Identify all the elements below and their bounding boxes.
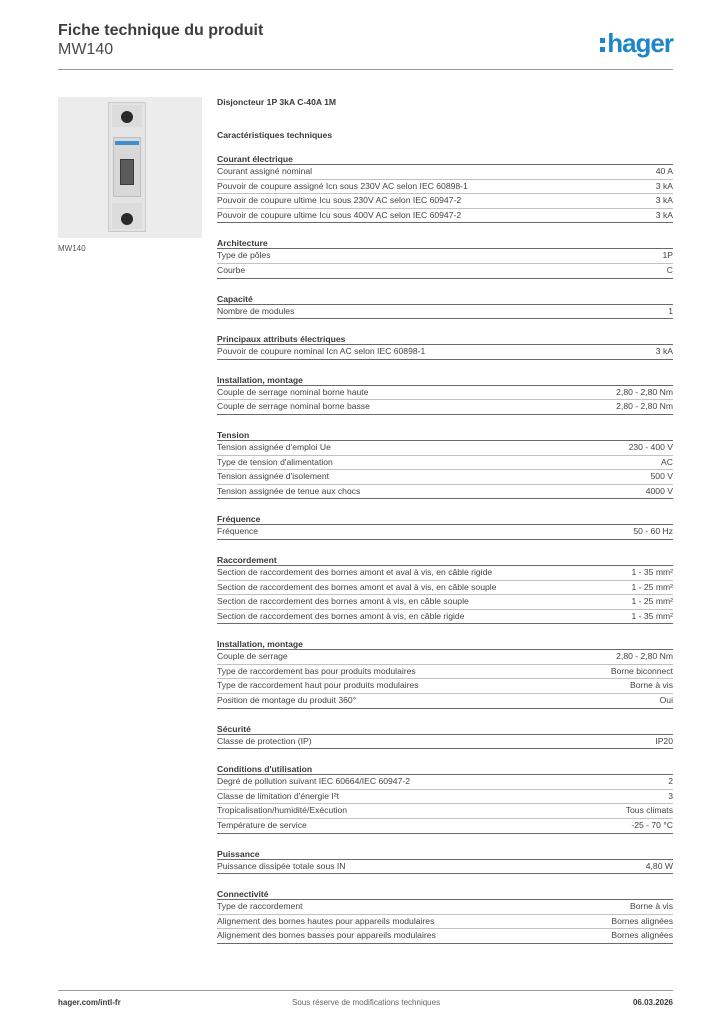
spec-row — [217, 485, 673, 500]
product-image — [58, 97, 202, 238]
spec-value: Borne à vis — [630, 680, 673, 691]
section-title: Capacité — [217, 293, 673, 305]
spec-label: Courant assigné nominal — [217, 166, 313, 176]
footer-divider — [58, 990, 673, 991]
spec-value: 2 — [668, 776, 673, 787]
spec-value: Borne à vis — [630, 901, 673, 912]
spec-row — [217, 915, 673, 930]
spec-label: Tension assignée d'isolement — [217, 471, 329, 482]
spec-row — [217, 650, 673, 665]
spec-label: Alignement des bornes hautes pour appareils modulaires — [217, 915, 435, 926]
specs-sections — [217, 153, 673, 944]
section-title: Installation, montage — [217, 638, 673, 650]
spec-row — [217, 595, 673, 610]
section-title: Architecture — [217, 237, 673, 249]
spec-label: Classe de limitation d'énergie I²t — [217, 790, 340, 801]
spec-label: Courbe — [217, 264, 246, 275]
spec-value: Tous climats — [625, 805, 673, 816]
spec-row — [217, 581, 673, 596]
spec-row — [217, 264, 673, 279]
spec-value: 4,80 W — [645, 860, 673, 871]
spec-row — [217, 610, 673, 625]
spec-row — [217, 305, 673, 320]
spec-label: Couple de serrage nominal borne haute — [217, 386, 369, 397]
product-name: Disjoncteur 1P 3kA C-40A 1M — [217, 97, 337, 107]
spec-section — [217, 429, 673, 499]
spec-row — [217, 400, 673, 415]
spec-label: Type de raccordement — [217, 901, 303, 912]
spec-row — [217, 804, 673, 819]
spec-row — [217, 790, 673, 805]
spec-value: 1 - 25 mm² — [631, 581, 673, 592]
spec-value: 4000 V — [645, 485, 673, 496]
spec-section — [217, 554, 673, 624]
spec-section — [217, 763, 673, 833]
section-title: Sécurité — [217, 723, 673, 735]
spec-value: AC — [661, 456, 673, 467]
footer-date: 06.03.2026 — [632, 998, 673, 1007]
spec-row — [217, 679, 673, 694]
spec-value: Oui — [659, 695, 673, 706]
spec-value: C — [666, 264, 673, 275]
spec-row — [217, 694, 673, 709]
spec-label: Tropicalisation/humidité/Exécution — [217, 805, 348, 816]
spec-row — [217, 249, 673, 264]
section-title: Raccordement — [217, 554, 673, 566]
logo-text: hager — [607, 28, 673, 58]
spec-label: Tension assignée d'emploi Ue — [217, 441, 331, 452]
spec-value: 1 — [668, 305, 673, 316]
spec-label: Fréquence — [217, 526, 259, 537]
spec-row — [217, 165, 673, 180]
spec-label: Pouvoir de coupure assigné Icn sous 230V AC selon IEC 60898-1 — [217, 180, 468, 191]
spec-value: 2,80 - 2,80 Nm — [616, 651, 673, 662]
spec-label: Nombre de modules — [217, 305, 295, 316]
spec-row — [217, 929, 673, 944]
spec-value: 3 kA — [655, 346, 673, 357]
spec-label: Température de service — [217, 820, 307, 831]
page-header — [58, 22, 673, 70]
spec-value: 2,80 - 2,80 Nm — [616, 386, 673, 397]
bottom-screw-icon — [121, 213, 133, 225]
spec-label: Section de raccordement des bornes amont à vis, en câble rigide — [217, 610, 465, 621]
product-reference: MW140 — [58, 41, 114, 58]
spec-row — [217, 209, 673, 224]
spec-section — [217, 153, 673, 223]
spec-row — [217, 860, 673, 875]
section-title: Conditions d'utilisation — [217, 763, 673, 775]
spec-value: IP20 — [655, 735, 673, 746]
toggle-lever — [120, 159, 134, 185]
spec-row — [217, 386, 673, 401]
section-title: Connectivité — [217, 888, 673, 900]
spec-label: Pouvoir de coupure ultime Icu sous 230V AC selon IEC 60947-2 — [217, 195, 462, 206]
spec-section — [217, 638, 673, 708]
spec-row — [217, 566, 673, 581]
header-divider — [58, 69, 673, 70]
spec-section — [217, 293, 673, 320]
spec-section — [217, 374, 673, 415]
spec-row — [217, 665, 673, 680]
image-caption: MW140 — [58, 244, 86, 253]
spec-label: Couple de serrage nominal borne basse — [217, 401, 370, 412]
spec-label: Type de raccordement haut pour produits modulaires — [217, 680, 419, 691]
spec-value: 50 - 60 Hz — [633, 526, 673, 537]
spec-value: 230 - 400 V — [628, 441, 673, 452]
spec-value: Bornes alignées — [611, 930, 673, 941]
spec-value: 3 kA — [655, 180, 673, 191]
spec-value: 1 - 35 mm² — [631, 610, 673, 621]
spec-label: Degré de pollution suivant IEC 60664/IEC 60947-2 — [217, 776, 411, 787]
spec-value: 40 A — [655, 166, 673, 176]
spec-section — [217, 333, 673, 360]
spec-value: 500 V — [650, 471, 673, 482]
spec-row — [217, 180, 673, 195]
spec-section — [217, 723, 673, 750]
spec-section — [217, 513, 673, 540]
specs-heading: Caractéristiques techniques — [217, 130, 333, 140]
spec-label: Alignement des bornes basses pour appareils modulaires — [217, 930, 436, 941]
spec-label: Type de pôles — [217, 250, 271, 261]
spec-label: Type de tension d'alimentation — [217, 456, 333, 467]
footer-website[interactable]: hager.com/intl-fr — [58, 998, 121, 1007]
spec-label: Type de raccordement bas pour produits modulaires — [217, 665, 416, 676]
section-title: Fréquence — [217, 513, 673, 525]
spec-row — [217, 525, 673, 540]
spec-row — [217, 900, 673, 915]
spec-label: Section de raccordement des bornes amont et aval à vis, en câble souple — [217, 581, 497, 592]
specs-content — [217, 96, 673, 944]
hager-logo — [600, 28, 673, 59]
spec-row — [217, 735, 673, 750]
section-title: Installation, montage — [217, 374, 673, 386]
spec-row — [217, 819, 673, 834]
page-footer — [58, 996, 673, 1010]
spec-value: 1 - 25 mm² — [631, 596, 673, 607]
spec-value: Borne biconnect — [610, 665, 673, 676]
spec-value: 3 kA — [655, 195, 673, 206]
spec-value: 3 kA — [655, 209, 673, 220]
section-title: Courant électrique — [217, 153, 673, 165]
footer-disclaimer: Sous réserve de modifications techniques — [292, 998, 441, 1007]
spec-row — [217, 194, 673, 209]
spec-row — [217, 456, 673, 471]
spec-label: Tension assignée de tenue aux chocs — [217, 485, 361, 496]
section-title: Puissance — [217, 848, 673, 860]
spec-value: 3 — [668, 790, 673, 801]
spec-label: Position de montage du produit 360° — [217, 695, 357, 706]
spec-row — [217, 775, 673, 790]
spec-label: Section de raccordement des bornes amont à vis, en câble souple — [217, 596, 469, 607]
circuit-breaker-illustration — [108, 102, 146, 232]
spec-section — [217, 888, 673, 944]
logo-colon-icon — [600, 34, 606, 54]
top-screw-icon — [121, 111, 133, 123]
spec-label: Classe de protection (IP) — [217, 735, 312, 746]
spec-row — [217, 470, 673, 485]
spec-value: 2,80 - 2,80 Nm — [616, 401, 673, 412]
document-title: Fiche technique du produit — [58, 22, 264, 39]
spec-row — [217, 345, 673, 360]
spec-row — [217, 441, 673, 456]
section-title: Principaux attributs électriques — [217, 333, 673, 345]
spec-label: Puissance dissipée totale sous IN — [217, 860, 346, 871]
spec-label: Pouvoir de coupure nominal Icn AC selon IEC 60898-1 — [217, 346, 426, 357]
spec-label: Couple de serrage — [217, 651, 288, 662]
spec-label: Section de raccordement des bornes amont et aval à vis, en câble rigide — [217, 566, 493, 577]
spec-value: 1P — [662, 250, 673, 261]
spec-value: 1 - 35 mm² — [631, 566, 673, 577]
spec-section — [217, 848, 673, 875]
section-title: Tension — [217, 429, 673, 441]
spec-value: Bornes alignées — [611, 915, 673, 926]
spec-section — [217, 237, 673, 278]
spec-value: -25 - 70 °C — [631, 820, 673, 831]
spec-label: Pouvoir de coupure ultime Icu sous 400V AC selon IEC 60947-2 — [217, 209, 462, 220]
